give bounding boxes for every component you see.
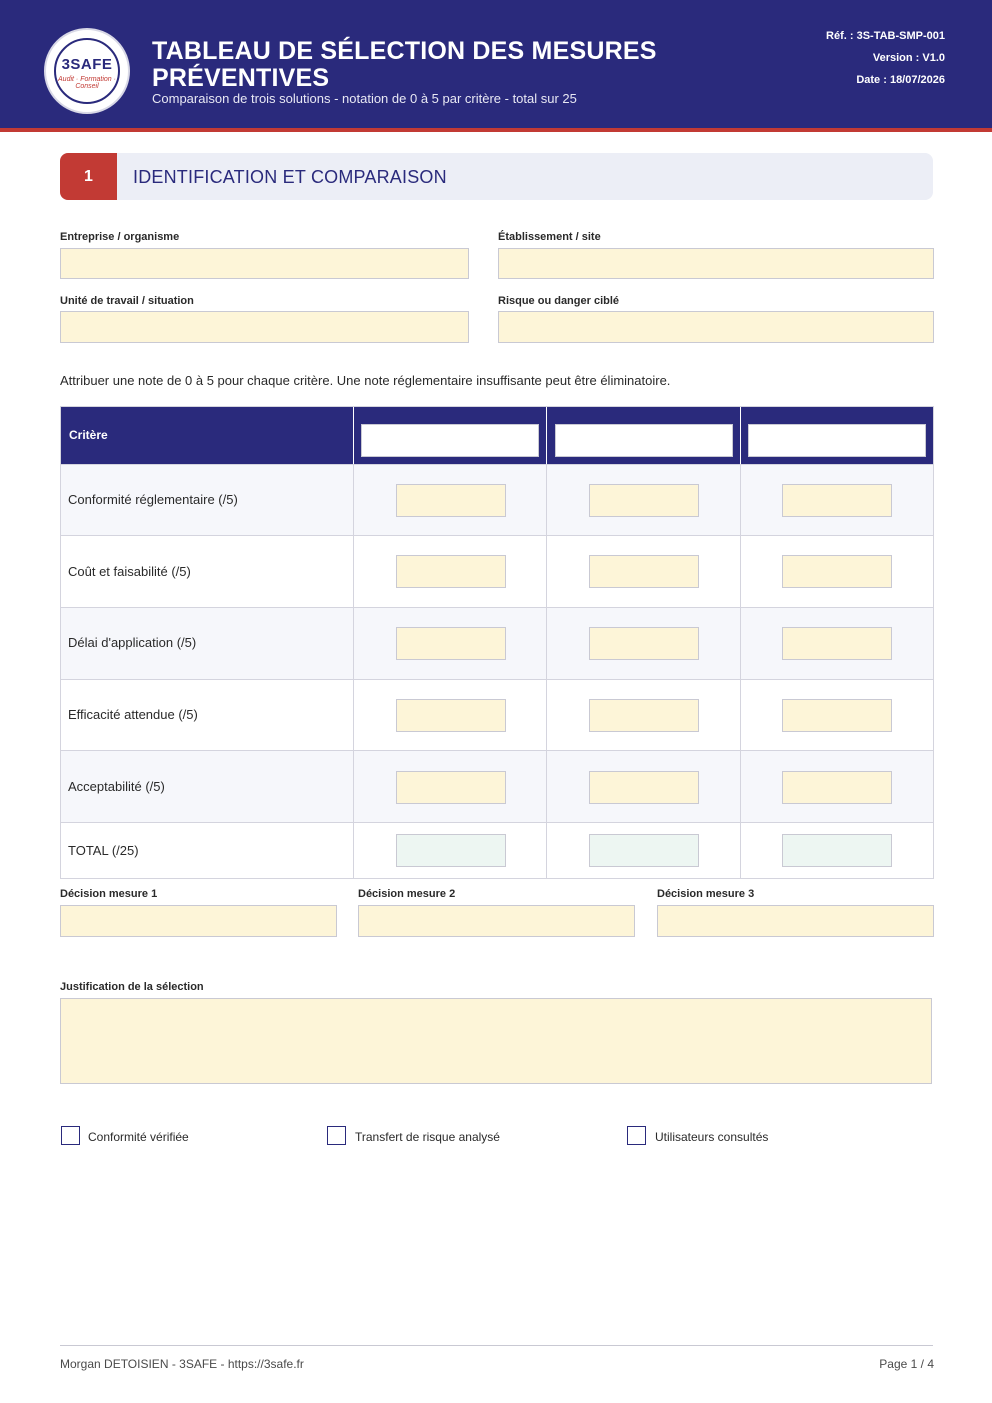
total-field[interactable]: [589, 834, 699, 867]
criterion-header: Critère: [69, 428, 108, 442]
criterion-label: Coût et faisabilité (/5): [68, 564, 191, 579]
total-field[interactable]: [782, 834, 892, 867]
score-field[interactable]: [396, 699, 506, 732]
column-divider: [740, 407, 741, 878]
criterion-label: Efficacité attendue (/5): [68, 707, 198, 722]
scoring-instruction: Attribuer une note de 0 à 5 pour chaque critère. Une note réglementaire insuffisante peut être éliminatoire.: [60, 373, 671, 388]
document-title: TABLEAU DE SÉLECTION DES MESURES PRÉVENTIVES: [152, 37, 657, 92]
column-divider: [546, 407, 547, 878]
document-subtitle: Comparaison de trois solutions - notation de 0 à 5 par critère - total sur 25: [152, 91, 577, 106]
score-field[interactable]: [396, 555, 506, 588]
total-label: TOTAL (/25): [68, 843, 139, 858]
score-field[interactable]: [782, 555, 892, 588]
score-field[interactable]: [782, 627, 892, 660]
total-field[interactable]: [396, 834, 506, 867]
score-field[interactable]: [589, 771, 699, 804]
measure-1-name-field[interactable]: [361, 424, 539, 457]
logo-subtext: Audit · Formation · Conseil: [58, 76, 116, 90]
score-field[interactable]: [589, 484, 699, 517]
users-consulted-checkbox[interactable]: [627, 1126, 646, 1145]
decision-2-label: Décision mesure 2: [358, 888, 456, 900]
logo-text: 3SAFE: [61, 56, 113, 73]
score-field[interactable]: [589, 555, 699, 588]
date: Date : 18/07/2026: [856, 74, 945, 86]
criterion-label: Délai d'application (/5): [68, 635, 197, 650]
section-number: 1: [60, 153, 117, 200]
score-field[interactable]: [396, 627, 506, 660]
score-field[interactable]: [782, 699, 892, 732]
header-divider: [740, 407, 741, 464]
decision-1-label: Décision mesure 1: [60, 888, 158, 900]
table-row: [61, 607, 933, 679]
table-row: [61, 750, 933, 822]
column-divider: [353, 407, 354, 878]
company-field[interactable]: [60, 248, 469, 279]
risk-label: Risque ou danger ciblé: [498, 295, 620, 307]
compliance-checkbox-label: Conformité vérifiée: [88, 1130, 189, 1144]
score-field[interactable]: [782, 771, 892, 804]
score-field[interactable]: [396, 484, 506, 517]
table-row: [61, 464, 933, 535]
company-label: Entreprise / organisme: [60, 231, 180, 243]
criterion-label: Acceptabilité (/5): [68, 779, 165, 794]
header-divider: [546, 407, 547, 464]
header-accent-line: [0, 128, 992, 132]
compliance-checkbox[interactable]: [61, 1126, 80, 1145]
header-divider: [353, 407, 354, 464]
criterion-label: Conformité réglementaire (/5): [68, 492, 238, 507]
score-field[interactable]: [589, 699, 699, 732]
company-logo: [44, 28, 130, 114]
decision-2-field[interactable]: [358, 905, 635, 937]
version: Version : V1.0: [872, 52, 945, 64]
work-unit-field[interactable]: [60, 311, 469, 343]
justification-label: Justification de la sélection: [60, 981, 204, 993]
table-row: [61, 822, 933, 878]
section-title: IDENTIFICATION ET COMPARAISON: [133, 167, 447, 187]
measure-3-name-field[interactable]: [748, 424, 926, 457]
users-consulted-checkbox-label: Utilisateurs consultés: [655, 1130, 769, 1144]
reference: Réf. : 3S-TAB-SMP-001: [826, 30, 945, 42]
score-field[interactable]: [782, 484, 892, 517]
comparison-table: [60, 406, 934, 879]
risk-field[interactable]: [498, 311, 934, 343]
decision-3-field[interactable]: [657, 905, 934, 937]
risk-transfer-checkbox[interactable]: [327, 1126, 346, 1145]
footer-divider: [60, 1345, 933, 1346]
site-label: Établissement / site: [498, 231, 601, 243]
score-field[interactable]: [589, 627, 699, 660]
table-row: [61, 535, 933, 607]
score-field[interactable]: [396, 771, 506, 804]
site-field[interactable]: [498, 248, 934, 279]
page-number: Page 1 / 4: [879, 1357, 934, 1371]
justification-field[interactable]: [60, 998, 932, 1084]
table-row: [61, 679, 933, 750]
table-header: [61, 407, 933, 464]
decision-1-field[interactable]: [60, 905, 337, 937]
footer-author: Morgan DETOISIEN - 3SAFE - https://3safe.fr: [60, 1357, 304, 1371]
work-unit-label: Unité de travail / situation: [60, 295, 194, 307]
measure-2-name-field[interactable]: [555, 424, 733, 457]
decision-3-label: Décision mesure 3: [657, 888, 755, 900]
risk-transfer-checkbox-label: Transfert de risque analysé: [355, 1130, 500, 1144]
document-meta: [826, 25, 945, 91]
